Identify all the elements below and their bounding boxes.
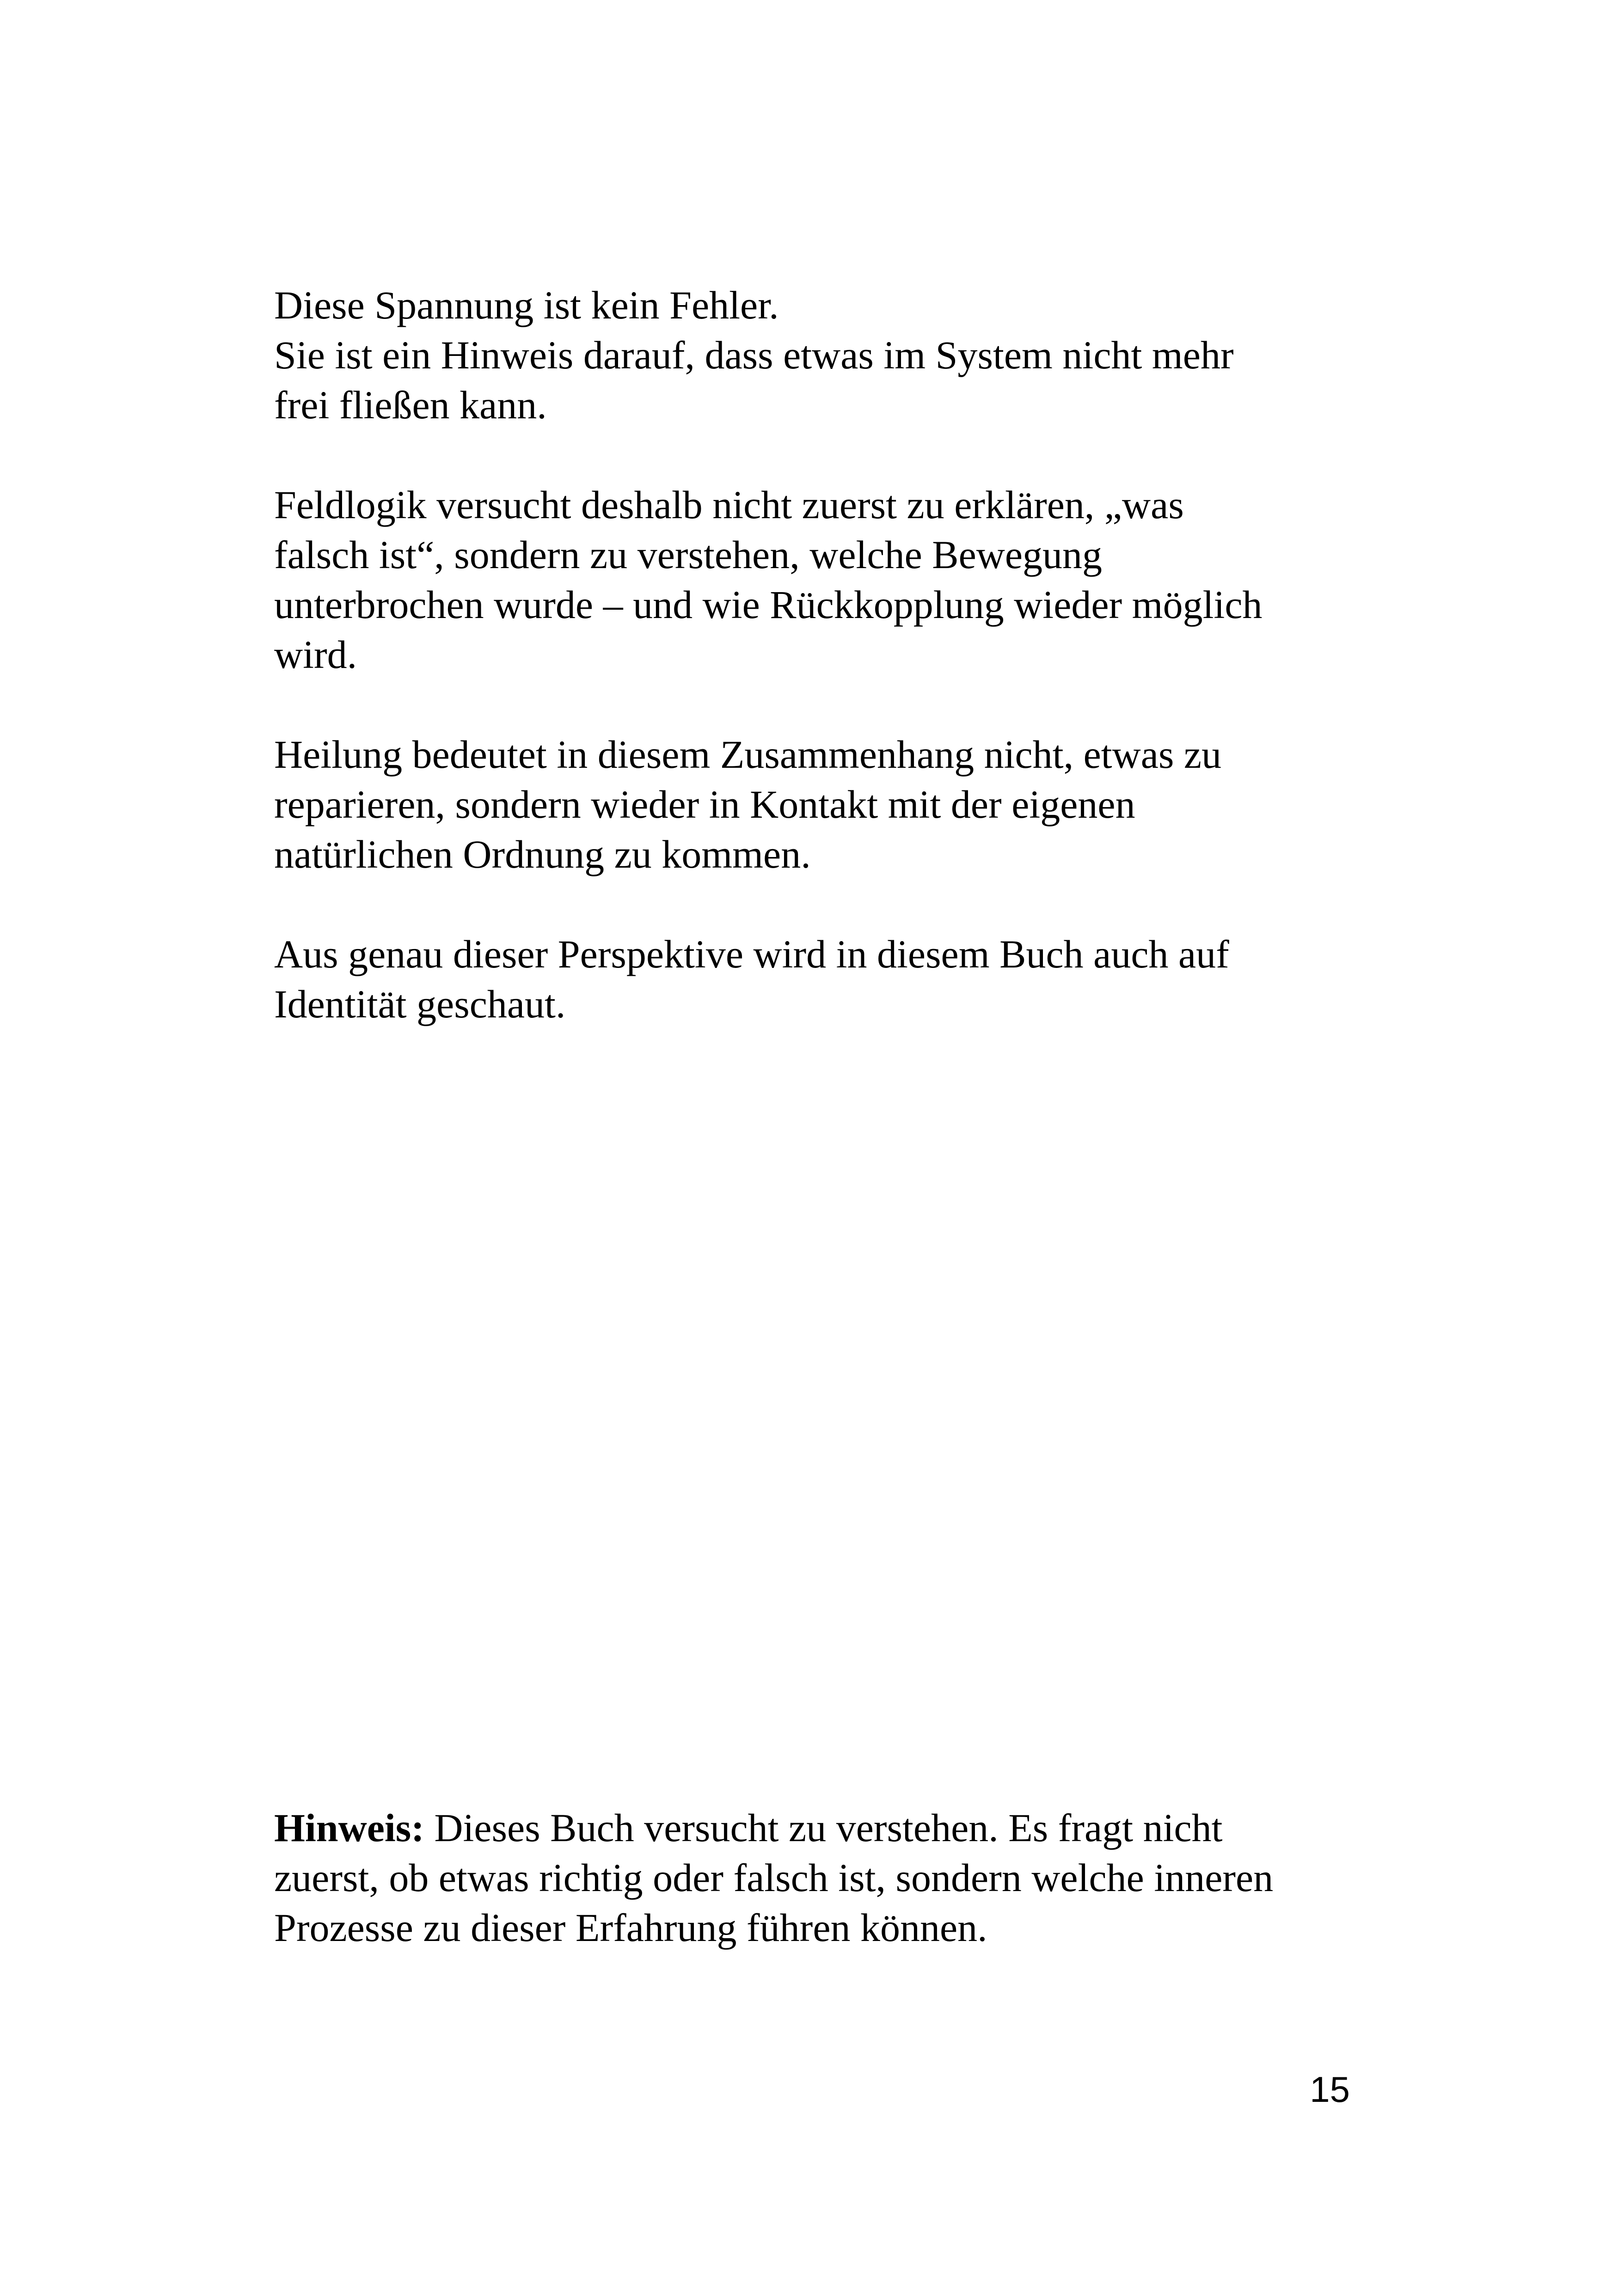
note-text-line: zuerst, ob etwas richtig oder falsch ist, sondern welche inneren bbox=[274, 1855, 1274, 1900]
text-line: falsch ist“, sondern zu verstehen, welche Bewegung bbox=[274, 533, 1103, 577]
note-text-line: Prozesse zu dieser Erfahrung führen können. bbox=[274, 1905, 987, 1950]
text-line: Aus genau dieser Perspektive wird in diesem Buch auch auf bbox=[274, 932, 1229, 976]
paragraph-perspektive bbox=[274, 929, 1229, 1029]
page-number: 15 bbox=[1310, 2069, 1350, 2110]
note-paragraph bbox=[274, 1803, 1273, 1953]
text-line: Feldlogik versucht deshalb nicht zuerst zu erklären, „was bbox=[274, 483, 1184, 527]
text-line: Diese Spannung ist kein Fehler. bbox=[274, 283, 779, 327]
note-label: Hinweis: bbox=[274, 1806, 424, 1850]
text-line: Identität geschaut. bbox=[274, 982, 566, 1026]
text-line: Sie ist ein Hinweis darauf, dass etwas im System nicht mehr bbox=[274, 333, 1234, 377]
text-line: reparieren, sondern wieder in Kontakt mit der eigenen bbox=[274, 782, 1135, 827]
text-line: wird. bbox=[274, 632, 357, 677]
text-line: Heilung bedeutet in diesem Zusammenhang nicht, etwas zu bbox=[274, 732, 1222, 777]
paragraph-feldlogik bbox=[274, 480, 1263, 680]
text-line: natürlichen Ordnung zu kommen. bbox=[274, 832, 811, 876]
text-line: unterbrochen wurde – und wie Rückkopplung wieder möglich bbox=[274, 582, 1263, 627]
paragraph-heilung bbox=[274, 729, 1221, 879]
note-first-line bbox=[274, 1803, 1273, 1853]
note-text: Dieses Buch versucht zu verstehen. Es fragt nicht bbox=[424, 1806, 1223, 1850]
text-line: frei fließen kann. bbox=[274, 383, 547, 427]
paragraph-spannung bbox=[274, 280, 1234, 430]
